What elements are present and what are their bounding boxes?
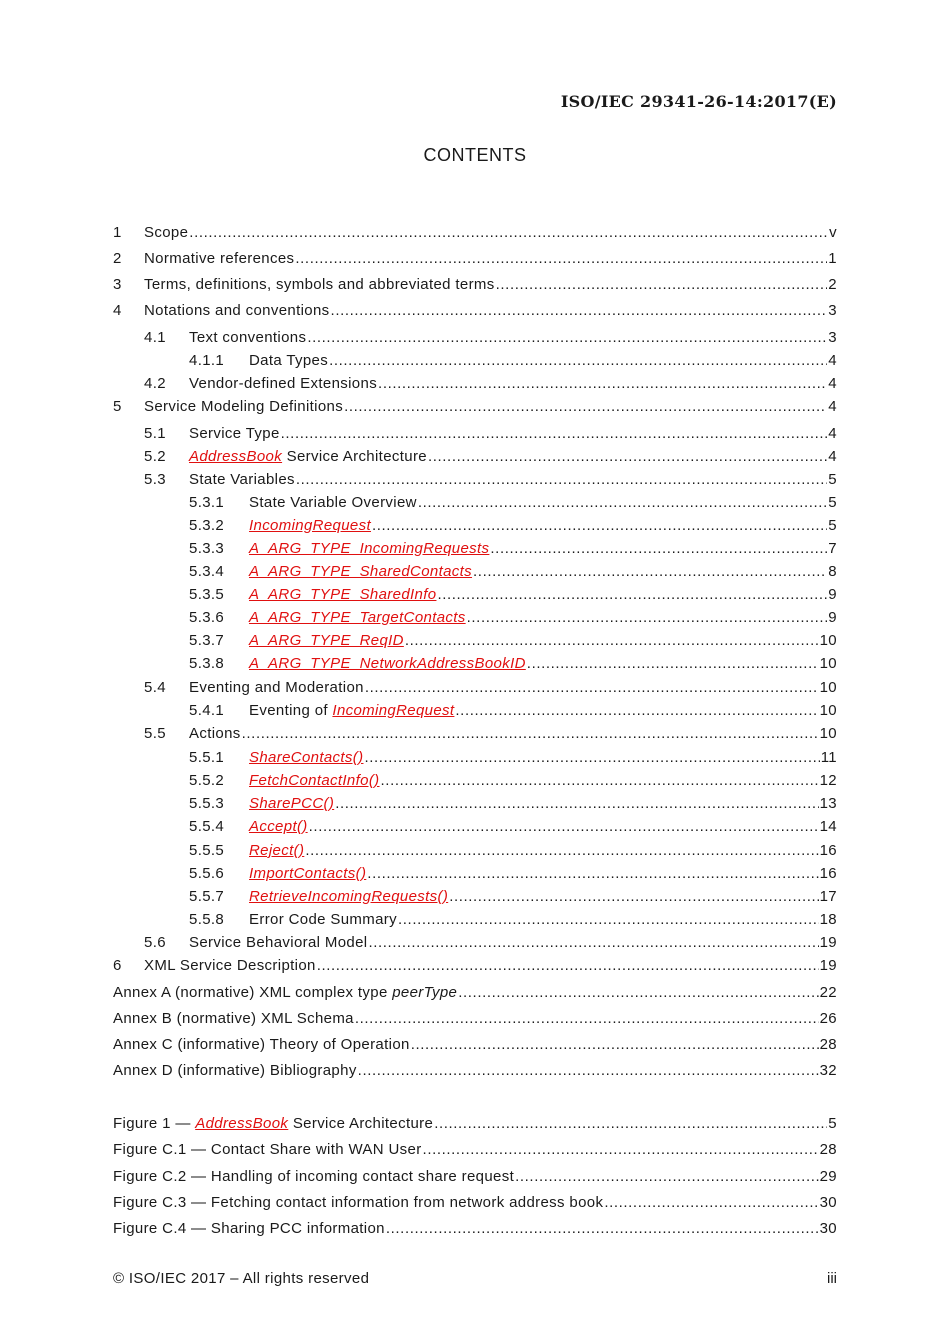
toc-entry-title (144, 301, 330, 321)
toc-entry[interactable] (113, 351, 837, 371)
dot-leader (386, 1219, 819, 1239)
dot-leader (378, 374, 827, 394)
toc-entry[interactable] (113, 817, 837, 837)
toc-entry-number: 5.5.5 (189, 842, 225, 859)
toc-entry[interactable] (113, 794, 837, 814)
toc-entry-title (189, 470, 295, 490)
figure-entry[interactable] (113, 1140, 837, 1160)
page-number: iii (827, 1270, 837, 1287)
toc-entry-title (249, 585, 436, 605)
toc-entry-title (249, 841, 304, 861)
dot-leader (367, 864, 818, 884)
toc-entry-page: 8 (828, 563, 837, 580)
toc-entry-page: v (829, 224, 837, 241)
dot-leader (467, 608, 828, 628)
toc-entry-page: 5 (828, 471, 837, 488)
toc-entry-number: 5.5.3 (189, 795, 225, 812)
annex-entry-page: 32 (819, 1062, 837, 1079)
toc-entry-link[interactable]: AddressBook (189, 448, 283, 465)
toc-entry-number: 4 (113, 302, 122, 319)
annex-entry[interactable] (113, 1035, 837, 1055)
figure-entry-title-text: Figure C.1 — Contact Share with WAN User (113, 1141, 422, 1158)
toc-entry[interactable] (113, 771, 837, 791)
toc-entry-page: 17 (819, 888, 837, 905)
figure-entry-title (113, 1167, 514, 1187)
dot-leader (458, 983, 818, 1003)
toc-entry-title (249, 539, 489, 559)
toc-entry[interactable] (113, 447, 837, 467)
toc-entry[interactable] (113, 539, 837, 559)
dot-leader (398, 910, 819, 930)
toc-entry[interactable] (113, 748, 837, 768)
toc-entry[interactable] (113, 516, 837, 536)
toc-entry-title (249, 701, 454, 721)
toc-entry-title (249, 817, 308, 837)
annex-entry-title (113, 1061, 357, 1081)
figure-entry-title-text: Figure C.3 — Fetching contact information from network address book (113, 1194, 604, 1211)
figure-entry[interactable] (113, 1167, 837, 1187)
dot-leader (189, 223, 828, 243)
toc-entry-number: 3 (113, 276, 122, 293)
toc-entry-page: 5 (828, 494, 837, 511)
toc-entry-number: 5.1 (144, 425, 166, 442)
toc-entry-title (249, 516, 371, 536)
annex-entry-title-text: Annex A (normative) XML complex type (113, 984, 393, 1001)
dot-leader (449, 887, 818, 907)
toc-entry-page: 18 (819, 911, 837, 928)
toc-entry-link[interactable]: A_ARG_TYPE_SharedInfo (249, 586, 437, 603)
dot-leader (364, 748, 819, 768)
toc-entry-page: 19 (819, 934, 837, 951)
annex-entry[interactable] (113, 983, 837, 1003)
toc-entry-page: 4 (828, 398, 837, 415)
toc-entry-link[interactable]: Reject() (249, 842, 305, 859)
toc-entry[interactable] (113, 887, 837, 907)
dot-leader (372, 516, 827, 536)
toc-entry-number: 4.1.1 (189, 352, 225, 369)
toc-entry-title (144, 223, 188, 243)
toc-entry-title (249, 887, 448, 907)
toc-entry-title-text: Service Type (189, 425, 280, 442)
toc-entry-page: 13 (819, 795, 837, 812)
toc-entry[interactable] (113, 223, 837, 243)
dot-leader (355, 1009, 819, 1029)
toc-entry-number: 5.6 (144, 934, 166, 951)
toc-entry-title (249, 771, 380, 791)
toc-entry[interactable] (113, 585, 837, 605)
dot-leader (329, 351, 827, 371)
figure-entry[interactable] (113, 1114, 837, 1134)
figure-entry-title-text: Service Architecture (288, 1115, 434, 1132)
toc-entry-page: 4 (828, 448, 837, 465)
toc-entry-page: 10 (819, 702, 837, 719)
dot-leader (296, 470, 827, 490)
dot-leader (242, 724, 819, 744)
dot-leader (405, 631, 819, 651)
toc-entry-page: 2 (828, 276, 837, 293)
toc-entry-title (249, 562, 472, 582)
figure-entry-page: 30 (819, 1194, 837, 1211)
toc-entry[interactable] (113, 275, 837, 295)
toc-entry-number: 5.3.4 (189, 563, 225, 580)
toc-entry-title (144, 275, 495, 295)
dot-leader (317, 956, 819, 976)
dot-leader (295, 249, 827, 269)
toc-entry-link[interactable]: RetrieveIncomingRequests() (249, 888, 449, 905)
toc-entry-title (249, 748, 363, 768)
toc-entry-page: 4 (828, 352, 837, 369)
figure-entry-page: 5 (828, 1115, 837, 1132)
dot-leader (411, 1035, 819, 1055)
toc-entry-page: 3 (828, 329, 837, 346)
toc-entry[interactable] (113, 608, 837, 628)
figure-entry-page: 28 (819, 1141, 837, 1158)
toc-entry[interactable] (113, 562, 837, 582)
dot-leader (428, 447, 827, 467)
toc-entry-number: 5.5.4 (189, 818, 225, 835)
toc-entry-page: 1 (828, 250, 837, 267)
toc-entry-number: 5.5.1 (189, 749, 225, 766)
toc-entry-number: 5.3.3 (189, 540, 225, 557)
toc-entry-number: 5.3.7 (189, 632, 225, 649)
toc-entry-title-text: Service Behavioral Model (189, 934, 368, 951)
toc-entry[interactable] (113, 631, 837, 651)
dot-leader (281, 424, 828, 444)
toc-entry-title-text: Eventing and Moderation (189, 679, 364, 696)
toc-entry[interactable] (113, 397, 837, 417)
toc-entry[interactable] (113, 374, 837, 394)
toc-entry-number: 5.5.7 (189, 888, 225, 905)
toc-entry-title (189, 328, 306, 348)
toc-entry-title-text: Vendor-defined Extensions (189, 375, 378, 392)
figure-entry-title (113, 1193, 603, 1213)
figure-entry-prefix: Figure 1 — (113, 1115, 196, 1132)
toc-entry-link[interactable]: ImportContacts() (249, 865, 367, 882)
toc-entry-number: 6 (113, 957, 122, 974)
toc-entry[interactable] (113, 249, 837, 269)
figure-entry-title (113, 1140, 422, 1160)
toc-entry-page: 7 (828, 540, 837, 557)
toc-entry-link[interactable]: IncomingRequest (332, 702, 455, 719)
toc-entry[interactable] (113, 678, 837, 698)
figure-entry-link[interactable]: AddressBook (195, 1115, 289, 1132)
toc-entry-title (249, 608, 466, 628)
contents-heading: CONTENTS (423, 145, 527, 165)
toc-entry-link[interactable]: A_ARG_TYPE_ReqID (249, 632, 404, 649)
toc-entry-number: 5.4.1 (189, 702, 225, 719)
dot-leader (434, 1114, 827, 1134)
toc-entry-page: 10 (819, 632, 837, 649)
toc-entry-number: 4.1 (144, 329, 166, 346)
toc-entry-link[interactable]: A_ARG_TYPE_IncomingRequests (249, 540, 490, 557)
figure-entry[interactable] (113, 1193, 837, 1213)
figure-entry-title (113, 1219, 385, 1239)
toc-entry-title-text: Actions (189, 725, 241, 742)
toc-entry-page: 12 (819, 772, 837, 789)
toc-entry[interactable] (113, 424, 837, 444)
toc-entry[interactable] (113, 470, 837, 490)
annex-entry-title-text: Annex B (normative) XML Schema (113, 1010, 354, 1027)
toc-entry-link[interactable]: IncomingRequest (249, 517, 371, 534)
toc-entry[interactable] (113, 493, 837, 513)
toc-entry-page: 16 (819, 865, 837, 882)
toc-entry-number: 5 (113, 398, 122, 415)
toc-entry[interactable] (113, 724, 837, 744)
annex-entry-title (113, 983, 457, 1003)
annex-entry[interactable] (113, 1009, 837, 1029)
toc-entry-number: 2 (113, 250, 122, 267)
toc-entry-title-text: XML Service Description (144, 957, 316, 974)
dot-leader (358, 1061, 819, 1081)
toc-entry-number: 5.5.2 (189, 772, 225, 789)
dot-leader (496, 275, 828, 295)
annex-entry-italic: peerType (392, 984, 458, 1001)
annex-entry-title (113, 1009, 354, 1029)
dot-leader (437, 585, 827, 605)
figure-entry-page: 29 (819, 1168, 837, 1185)
toc-entry-title-text: State Variable Overview (249, 494, 417, 511)
toc-entry-title (144, 249, 294, 269)
figure-entry-title-text: Figure C.4 — Sharing PCC information (113, 1220, 385, 1237)
toc-entry-title-text: Error Code Summary (249, 911, 398, 928)
toc-entry-number: 5.4 (144, 679, 166, 696)
toc-entry-title (249, 910, 397, 930)
toc-entry-number: 5.3.8 (189, 655, 225, 672)
toc-entry-title-text: State Variables (189, 471, 295, 488)
copyright-footer: © ISO/IEC 2017 – All rights reserved (113, 1270, 370, 1287)
dot-leader (527, 654, 819, 674)
toc-entry-page: 10 (819, 655, 837, 672)
toc-entry-page: 3 (828, 302, 837, 319)
dot-leader (305, 841, 818, 861)
dot-leader (515, 1167, 818, 1187)
toc-entry-title-text: Service Modeling Definitions (144, 398, 344, 415)
annex-entry-title-text: Annex D (informative) Bibliography (113, 1062, 357, 1079)
toc-entry-title-prefix: Eventing of (249, 702, 333, 719)
toc-entry-page: 4 (828, 375, 837, 392)
annex-entry[interactable] (113, 1061, 837, 1081)
figure-entry[interactable] (113, 1219, 837, 1239)
toc-entry-title (249, 631, 404, 651)
toc-entry[interactable] (113, 910, 837, 930)
toc-entry-link[interactable]: FetchContactInfo() (249, 772, 380, 789)
dot-leader (331, 301, 828, 321)
toc-entry-title (249, 493, 417, 513)
toc-entry-title (144, 956, 316, 976)
toc-entry-number: 5.3.1 (189, 494, 225, 511)
annex-entry-title-text: Annex C (informative) Theory of Operation (113, 1036, 410, 1053)
toc-entry-title-text: Service Architecture (282, 448, 427, 465)
toc-entry-page: 19 (819, 957, 837, 974)
dot-leader (307, 328, 827, 348)
toc-entry-number: 1 (113, 224, 122, 241)
toc-entry-page: 11 (820, 749, 837, 766)
toc-entry-title (189, 724, 241, 744)
dot-leader (423, 1140, 819, 1160)
toc-entry-number: 5.2 (144, 448, 166, 465)
toc-entry-link[interactable]: A_ARG_TYPE_TargetContacts (249, 609, 466, 626)
toc-entry-title-text: Terms, definitions, symbols and abbreviated terms (144, 276, 495, 293)
annex-entry-page: 26 (819, 1010, 837, 1027)
toc-entry-page: 10 (819, 679, 837, 696)
figure-entry-page: 30 (819, 1220, 837, 1237)
toc-entry-title (249, 351, 328, 371)
dot-leader (344, 397, 827, 417)
toc-entry[interactable] (113, 301, 837, 321)
toc-entry-title (189, 374, 377, 394)
toc-entry-title (189, 447, 427, 467)
toc-entry-title (249, 654, 526, 674)
toc-entry-title (249, 864, 366, 884)
toc-entry[interactable] (113, 864, 837, 884)
dot-leader (473, 562, 827, 582)
dot-leader (490, 539, 827, 559)
toc-entry-page: 9 (828, 609, 837, 626)
toc-entry-title (189, 424, 280, 444)
dot-leader (455, 701, 818, 721)
toc-entry-link[interactable]: A_ARG_TYPE_SharedContacts (249, 563, 473, 580)
toc-entry-number: 5.5.6 (189, 865, 225, 882)
toc-entry-title-text: Normative references (144, 250, 295, 267)
dot-leader (368, 933, 818, 953)
toc-entry-number: 5.3.5 (189, 586, 225, 603)
toc-entry-number: 5.5 (144, 725, 166, 742)
dot-leader (604, 1193, 818, 1213)
annex-entry-page: 22 (819, 984, 837, 1001)
annex-entry-page: 28 (819, 1036, 837, 1053)
document-identifier: ISO/IEC 29341-26-14:2017(E) (560, 92, 837, 111)
figure-entry-title (113, 1114, 433, 1134)
toc-entry-page: 16 (819, 842, 837, 859)
toc-entry-title-text: Scope (144, 224, 189, 241)
toc-entry-title (189, 933, 367, 953)
toc-entry-title (189, 678, 364, 698)
toc-entry[interactable] (113, 701, 837, 721)
toc-entry-title (249, 794, 334, 814)
toc-entry[interactable] (113, 654, 837, 674)
toc-entry-page: 10 (819, 725, 837, 742)
toc-entry-number: 5.3.6 (189, 609, 225, 626)
figure-entry-title-text: Figure C.2 — Handling of incoming contact share request (113, 1168, 515, 1185)
toc-entry-number: 4.2 (144, 375, 166, 392)
dot-leader (309, 817, 819, 837)
toc-entry[interactable] (113, 956, 837, 976)
toc-entry-page: 9 (828, 586, 837, 603)
toc-entry-page: 4 (828, 425, 837, 442)
annex-entry-title (113, 1035, 410, 1055)
toc-entry-title (144, 397, 343, 417)
toc-entry[interactable] (113, 841, 837, 861)
toc-entry-number: 5.3 (144, 471, 166, 488)
toc-entry-title-text: Notations and conventions (144, 302, 330, 319)
toc-entry-number: 5.3.2 (189, 517, 225, 534)
toc-entry-title-text: Data Types (249, 352, 329, 369)
toc-entry-title-text: Text conventions (189, 329, 307, 346)
toc-entry-page: 14 (819, 818, 837, 835)
toc-entry-link[interactable]: A_ARG_TYPE_NetworkAddressBookID (249, 655, 526, 672)
toc-entry-link[interactable]: SharePCC() (249, 795, 335, 812)
toc-entry-page: 5 (828, 517, 837, 534)
toc-entry-number: 5.5.8 (189, 911, 225, 928)
toc-entry[interactable] (113, 328, 837, 348)
toc-entry-link[interactable]: Accept() (249, 818, 308, 835)
dot-leader (365, 678, 819, 698)
dot-leader (418, 493, 827, 513)
dot-leader (381, 771, 819, 791)
toc-entry-link[interactable]: ShareContacts() (249, 749, 364, 766)
toc-entry[interactable] (113, 933, 837, 953)
dot-leader (335, 794, 818, 814)
